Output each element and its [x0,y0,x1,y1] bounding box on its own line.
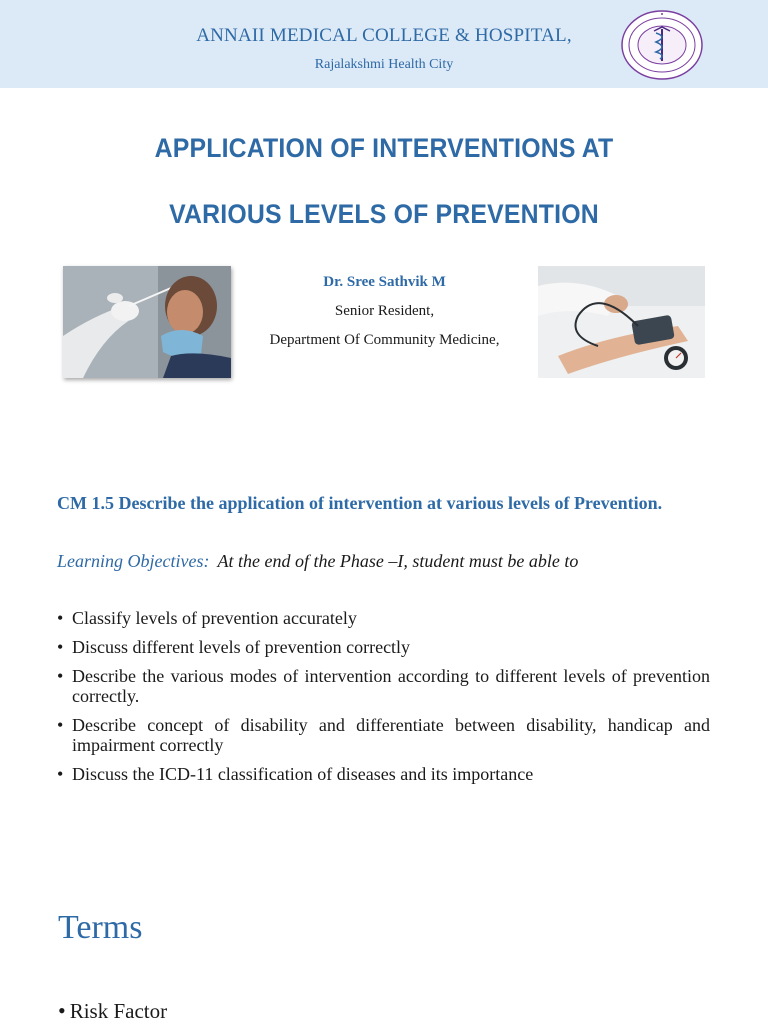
bullet-icon: • [57,666,64,686]
author-department: Department Of Community Medicine, [269,332,500,348]
objectives-list [57,608,710,793]
learning-objectives-label: Learning Objectives: [57,551,210,571]
college-name: ANNAII MEDICAL COLLEGE & HOSPITAL, [196,25,572,46]
blood-pressure-measurement-photo [538,266,705,378]
list-item: • Discuss different levels of prevention correctly [57,637,411,657]
college-seal-icon [620,9,704,81]
title-line-1: APPLICATION OF INTERVENTIONS AT [154,133,614,163]
terms-heading: Terms [58,909,143,946]
college-subtitle: Rajalakshmi Health City [314,57,454,72]
bullet-icon: • [57,764,64,784]
list-item: • Classify levels of prevention accurately [57,608,357,628]
title-line-2: VARIOUS LEVELS OF PREVENTION [169,199,599,229]
author-block [231,274,538,361]
bullet-icon: • [57,608,64,628]
learning-objectives-text: At the end of the Phase –I, student must be able to [217,551,579,571]
terms-list-item: • Risk Factor [58,998,168,1023]
author-role: Senior Resident, [334,303,435,319]
bullet-icon: • [58,998,66,1023]
list-item: • Describe the various modes of intervention according to different levels of prevention correctly. [57,666,710,706]
bullet-icon: • [57,637,64,657]
competency-statement: CM 1.5 Describe the application of intervention at various levels of Prevention. [57,493,663,513]
list-item: • Describe concept of disability and differentiate between disability, handicap and impairment correctly [57,715,710,755]
covid-swab-test-photo [63,266,231,378]
learning-objectives [57,551,747,572]
list-item: • Discuss the ICD-11 classification of diseases and its importance [57,764,534,784]
header-banner [0,0,768,88]
bullet-icon: • [57,715,64,735]
author-name: Dr. Sree Sathvik M [323,274,446,290]
